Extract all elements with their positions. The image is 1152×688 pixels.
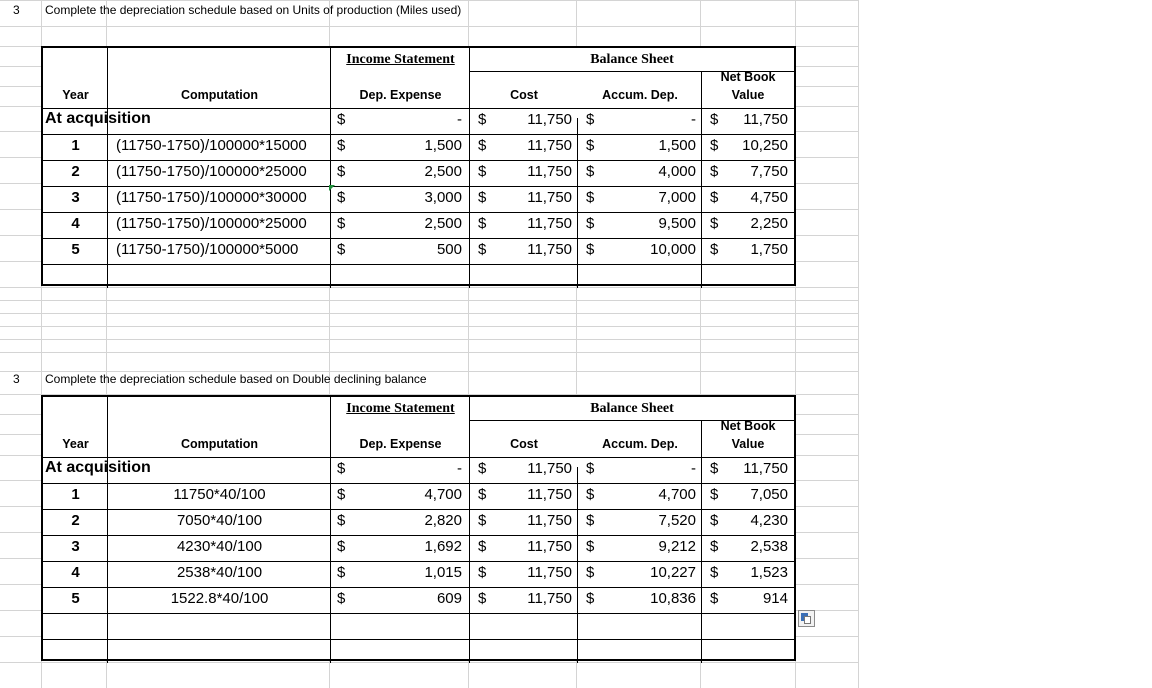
- income-statement-header[interactable]: Income Statement: [346, 401, 455, 416]
- dep-currency-cell[interactable]: $: [337, 512, 346, 529]
- dep-currency-cell[interactable]: $: [337, 241, 346, 258]
- cost-cell[interactable]: 11,750: [527, 111, 572, 128]
- grid-row-line: [0, 0, 858, 1]
- row-border: [43, 561, 794, 562]
- accum-dep-cell[interactable]: 7,000: [658, 189, 696, 206]
- dep-expense-column-header[interactable]: Dep. Expense: [359, 88, 442, 102]
- nbv-currency-cell[interactable]: $: [710, 590, 719, 607]
- dep-expense-cell[interactable]: 1,015: [424, 564, 462, 581]
- row-border: [43, 613, 794, 614]
- schedule-table: [41, 395, 796, 661]
- cost-currency-cell[interactable]: $: [478, 163, 487, 180]
- year-column-header[interactable]: Year: [62, 437, 89, 451]
- cost-cell[interactable]: 11,750: [527, 538, 572, 555]
- accum-dep-cell[interactable]: 10,227: [650, 564, 696, 581]
- column-border: [469, 48, 470, 288]
- row-border: [43, 238, 794, 239]
- row-border: [43, 134, 794, 135]
- nbv-currency-cell[interactable]: $: [710, 137, 719, 154]
- net-book-value-header[interactable]: Net Book: [720, 70, 776, 84]
- accum-currency-cell[interactable]: $: [586, 189, 595, 206]
- dep-expense-cell[interactable]: 2,500: [424, 163, 462, 180]
- nbv-currency-cell[interactable]: $: [710, 460, 719, 477]
- grid-row-line: [0, 300, 858, 301]
- schedule-units-of-production: [41, 46, 796, 286]
- accum-dep-column-header[interactable]: Accum. Dep.: [602, 88, 678, 102]
- nbv-currency-cell[interactable]: $: [710, 538, 719, 555]
- cost-currency-cell[interactable]: $: [478, 189, 487, 206]
- year-cell[interactable]: 4: [71, 215, 80, 232]
- column-border: [701, 72, 702, 288]
- year-cell[interactable]: 1: [71, 486, 80, 503]
- year-cell[interactable]: 2: [71, 163, 80, 180]
- row-border: [43, 160, 794, 161]
- cost-currency-cell[interactable]: $: [478, 512, 487, 529]
- balance-sheet-header[interactable]: Balance Sheet: [590, 52, 674, 67]
- nbv-currency-cell[interactable]: $: [710, 111, 719, 128]
- accum-dep-cell[interactable]: -: [691, 460, 696, 477]
- balance-sheet-header[interactable]: Balance Sheet: [590, 401, 674, 416]
- dep-currency-cell[interactable]: $: [337, 486, 346, 503]
- net-book-value-cell[interactable]: 4,230: [750, 512, 788, 529]
- cost-currency-cell[interactable]: $: [478, 486, 487, 503]
- cost-cell[interactable]: 11,750: [527, 590, 572, 607]
- cost-cell[interactable]: 11,750: [527, 241, 572, 258]
- net-book-value-cell[interactable]: 7,750: [750, 163, 788, 180]
- dep-currency-cell[interactable]: $: [337, 163, 346, 180]
- cost-currency-cell[interactable]: $: [478, 538, 487, 555]
- year-cell[interactable]: 3: [71, 538, 80, 555]
- accum-currency-cell[interactable]: $: [586, 512, 595, 529]
- cost-currency-cell[interactable]: $: [478, 460, 487, 477]
- computation-cell[interactable]: (11750-1750)/100000*25000: [116, 215, 307, 232]
- income-statement-header[interactable]: Income Statement: [346, 52, 455, 67]
- dep-currency-cell[interactable]: $: [337, 189, 346, 206]
- accum-dep-column-header[interactable]: Accum. Dep.: [602, 437, 678, 451]
- dep-currency-cell[interactable]: $: [337, 137, 346, 154]
- schedule-table: [41, 46, 796, 286]
- schedule-double-declining: [41, 395, 796, 661]
- accum-currency-cell[interactable]: $: [586, 538, 595, 555]
- accum-dep-cell[interactable]: -: [691, 111, 696, 128]
- year-cell[interactable]: 2: [71, 512, 80, 529]
- paste-options-icon[interactable]: [798, 610, 815, 627]
- cost-cell[interactable]: 11,750: [527, 163, 572, 180]
- accum-dep-cell[interactable]: 10,000: [650, 241, 696, 258]
- dep-currency-cell[interactable]: $: [337, 590, 346, 607]
- dep-expense-cell[interactable]: 609: [436, 590, 462, 607]
- accum-currency-cell[interactable]: $: [586, 241, 595, 258]
- year-cell[interactable]: 5: [71, 590, 80, 607]
- row-border: [43, 212, 794, 213]
- dep-currency-cell[interactable]: $: [337, 538, 346, 555]
- cost-column-header[interactable]: Cost: [510, 88, 538, 102]
- net-book-value-cell[interactable]: 2,538: [750, 538, 788, 555]
- net-book-value-cell[interactable]: 11,750: [743, 460, 788, 477]
- cost-cell[interactable]: 11,750: [527, 486, 572, 503]
- cost-currency-cell[interactable]: $: [478, 215, 487, 232]
- row-border: [43, 639, 794, 640]
- accum-currency-cell[interactable]: $: [586, 215, 595, 232]
- year-cell[interactable]: 1: [71, 137, 80, 154]
- nbv-currency-cell[interactable]: $: [710, 564, 719, 581]
- accum-dep-cell[interactable]: 4,700: [658, 486, 696, 503]
- dep-currency-cell[interactable]: $: [337, 564, 346, 581]
- accum-dep-cell[interactable]: 10,836: [650, 590, 696, 607]
- accum-currency-cell[interactable]: $: [586, 460, 595, 477]
- computation-cell[interactable]: (11750-1750)/100000*25000: [116, 163, 307, 180]
- net-book-value-cell[interactable]: 914: [762, 590, 788, 607]
- cost-cell[interactable]: 11,750: [527, 215, 572, 232]
- row-border: [43, 483, 794, 484]
- computation-cell[interactable]: (11750-1750)/100000*15000: [116, 137, 307, 154]
- net-book-value-cell[interactable]: 2,250: [750, 215, 788, 232]
- row-border: [43, 186, 794, 187]
- task-title: Complete the depreciation schedule based on Units of production (Miles used): [45, 3, 462, 17]
- net-book-value-cell[interactable]: 10,250: [742, 137, 788, 154]
- accum-currency-cell[interactable]: $: [586, 590, 595, 607]
- dep-expense-cell[interactable]: 2,820: [424, 512, 462, 529]
- computation-column-header[interactable]: Computation: [180, 437, 259, 451]
- accum-dep-cell[interactable]: 1,500: [658, 137, 696, 154]
- net-book-value-header[interactable]: Value: [731, 88, 765, 102]
- cost-cell[interactable]: 11,750: [527, 189, 572, 206]
- accum-dep-cell[interactable]: 9,212: [658, 538, 696, 555]
- task-title: Complete the depreciation schedule based on Double declining balance: [45, 372, 427, 386]
- dep-expense-cell[interactable]: 1,692: [424, 538, 462, 555]
- row-border: [43, 264, 794, 265]
- year-cell[interactable]: 5: [71, 241, 80, 258]
- row-border: [43, 587, 794, 588]
- nbv-currency-cell[interactable]: $: [710, 241, 719, 258]
- accum-dep-cell[interactable]: 7,520: [658, 512, 696, 529]
- cost-currency-cell[interactable]: $: [478, 137, 487, 154]
- net-book-value-cell[interactable]: 1,750: [750, 241, 788, 258]
- column-border: [577, 467, 578, 663]
- nbv-currency-cell[interactable]: $: [710, 163, 719, 180]
- page-icon: [804, 616, 811, 624]
- dep-currency-cell[interactable]: $: [337, 111, 346, 128]
- accum-currency-cell[interactable]: $: [586, 137, 595, 154]
- net-book-value-cell[interactable]: 11,750: [743, 111, 788, 128]
- dep-expense-cell[interactable]: 4,700: [424, 486, 462, 503]
- net-book-value-header[interactable]: Value: [731, 437, 765, 451]
- net-book-value-cell[interactable]: 7,050: [750, 486, 788, 503]
- computation-cell[interactable]: 2538*40/100: [176, 564, 263, 581]
- cost-cell[interactable]: 11,750: [527, 564, 572, 581]
- grid-col-line: [858, 0, 859, 688]
- cost-column-header[interactable]: Cost: [510, 437, 538, 451]
- cost-cell[interactable]: 11,750: [527, 512, 572, 529]
- dep-expense-cell[interactable]: -: [457, 111, 462, 128]
- grid-row-line: [0, 352, 858, 353]
- accum-currency-cell[interactable]: $: [586, 163, 595, 180]
- accum-currency-cell[interactable]: $: [586, 486, 595, 503]
- grid-row-line: [0, 313, 858, 314]
- cell-comment-indicator: [329, 185, 335, 191]
- computation-column-header[interactable]: Computation: [180, 88, 259, 102]
- year-cell[interactable]: 4: [71, 564, 80, 581]
- computation-cell[interactable]: 1522.8*40/100: [170, 590, 269, 607]
- row-number: 3: [13, 3, 20, 17]
- at-acquisition-label[interactable]: At acquisition: [45, 459, 151, 476]
- cost-currency-cell[interactable]: $: [478, 241, 487, 258]
- grid-row-line: [0, 287, 858, 288]
- dep-currency-cell[interactable]: $: [337, 215, 346, 232]
- year-column-header[interactable]: Year: [62, 88, 89, 102]
- accum-currency-cell[interactable]: $: [586, 564, 595, 581]
- computation-cell[interactable]: 7050*40/100: [176, 512, 263, 529]
- cost-cell[interactable]: 11,750: [527, 137, 572, 154]
- row-border: [43, 509, 794, 510]
- grid-row-line: [0, 26, 858, 27]
- dep-expense-cell[interactable]: 3,000: [424, 189, 462, 206]
- row-border: [43, 457, 794, 458]
- cost-currency-cell[interactable]: $: [478, 111, 487, 128]
- net-book-value-header[interactable]: Net Book: [720, 419, 776, 433]
- accum-dep-cell[interactable]: 4,000: [658, 163, 696, 180]
- row-border: [43, 535, 794, 536]
- dep-expense-cell[interactable]: 2,500: [424, 215, 462, 232]
- column-border: [577, 118, 578, 288]
- dep-expense-cell[interactable]: 500: [436, 241, 462, 258]
- dep-currency-cell[interactable]: $: [337, 460, 346, 477]
- accum-currency-cell[interactable]: $: [586, 111, 595, 128]
- computation-cell[interactable]: (11750-1750)/100000*5000: [116, 241, 299, 258]
- cost-currency-cell[interactable]: $: [478, 564, 487, 581]
- accum-dep-cell[interactable]: 9,500: [658, 215, 696, 232]
- computation-cell[interactable]: (11750-1750)/100000*30000: [116, 189, 307, 206]
- row-number: 3: [13, 372, 20, 386]
- year-cell[interactable]: 3: [71, 189, 80, 206]
- net-book-value-cell[interactable]: 4,750: [750, 189, 788, 206]
- cost-currency-cell[interactable]: $: [478, 590, 487, 607]
- computation-cell[interactable]: 4230*40/100: [176, 538, 263, 555]
- dep-expense-column-header[interactable]: Dep. Expense: [359, 437, 442, 451]
- grid-row-line: [0, 339, 858, 340]
- grid-row-line: [0, 662, 858, 663]
- nbv-currency-cell[interactable]: $: [710, 189, 719, 206]
- dep-expense-cell[interactable]: -: [457, 460, 462, 477]
- grid-row-line: [0, 326, 858, 327]
- nbv-currency-cell[interactable]: $: [710, 512, 719, 529]
- nbv-currency-cell[interactable]: $: [710, 215, 719, 232]
- net-book-value-cell[interactable]: 1,523: [750, 564, 788, 581]
- nbv-currency-cell[interactable]: $: [710, 486, 719, 503]
- computation-cell[interactable]: 11750*40/100: [173, 486, 266, 503]
- dep-expense-cell[interactable]: 1,500: [424, 137, 462, 154]
- row-border: [43, 108, 794, 109]
- cost-cell[interactable]: 11,750: [527, 460, 572, 477]
- at-acquisition-label[interactable]: At acquisition: [45, 110, 151, 127]
